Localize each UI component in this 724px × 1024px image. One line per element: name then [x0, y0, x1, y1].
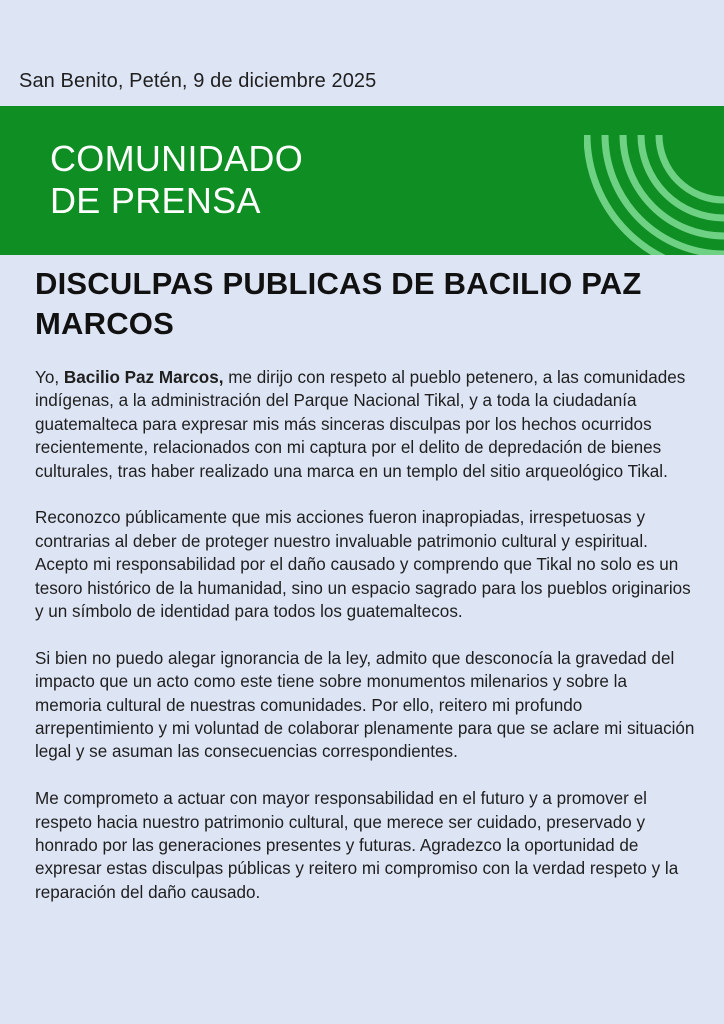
- press-release-banner: [0, 106, 724, 255]
- paragraph-1-intro: Yo,: [35, 368, 64, 387]
- paragraph-1-text: me dirijo con respeto al pueblo petenero, a las comunidades indígenas, a la administración del Parque Nacional Tikal, y a toda la ciudadanía guatemalteca para expresar mis más sinceras disculpas por los hechos ocurridos recientemente, relacionados con mi captura por el delito de depredación de bienes culturales, tras haber realizado una marca en un templo del sitio arqueológico Tikal.: [35, 368, 686, 481]
- decorative-arcs-icon: [584, 106, 724, 255]
- paragraph-4: Me comprometo a actuar con mayor responsabilidad en el futuro y a promover el respeto hacia nuestro patrimonio cultural, que merece ser cuidado, preservado y honrado por las generaciones presentes y futuras. Agradezco la oportunidad de expresar estas disculpas públicas y reitero mi compromiso con la verdad respeto y la reparación del daño causado.: [35, 789, 679, 902]
- statement-body: [35, 366, 695, 928]
- banner-title-line-2: DE PRENSA: [50, 180, 261, 221]
- author-name: Bacilio Paz Marcos,: [63, 368, 224, 387]
- banner-title-line-1: COMUNIDADO: [50, 138, 303, 179]
- headline: DISCULPAS PUBLICAS DE BACILIO PAZ MARCOS: [35, 266, 642, 341]
- banner-title: [50, 138, 303, 222]
- paragraph-2: Reconozco públicamente que mis acciones fueron inapropiadas, irrespetuosas y contrarias al deber de proteger nuestro invaluable patrimonio cultural y espiritual. Acepto mi responsabilidad por el daño causado y comprendo que Tikal no solo es un tesoro histórico de la humanidad, sino un espacio sagrado para los pueblos originarios y un símbolo de identidad para todos los guatemaltecos.: [35, 508, 691, 622]
- dateline: San Benito, Petén, 9 de diciembre 2025: [19, 70, 377, 92]
- paragraph-3: Si bien no puedo alegar ignorancia de la ley, admito que desconocía la gravedad del impacto que un acto como este tiene sobre monumentos milenarios y sobre la memoria cultural de nuestras comunidades. Por ello, reitero mi profundo arrepentimiento y mi voluntad de colaborar plenamente para que se aclare mi situación legal y se asuman las consecuencias correspondientes.: [35, 648, 695, 762]
- paragraph-1: [35, 366, 695, 483]
